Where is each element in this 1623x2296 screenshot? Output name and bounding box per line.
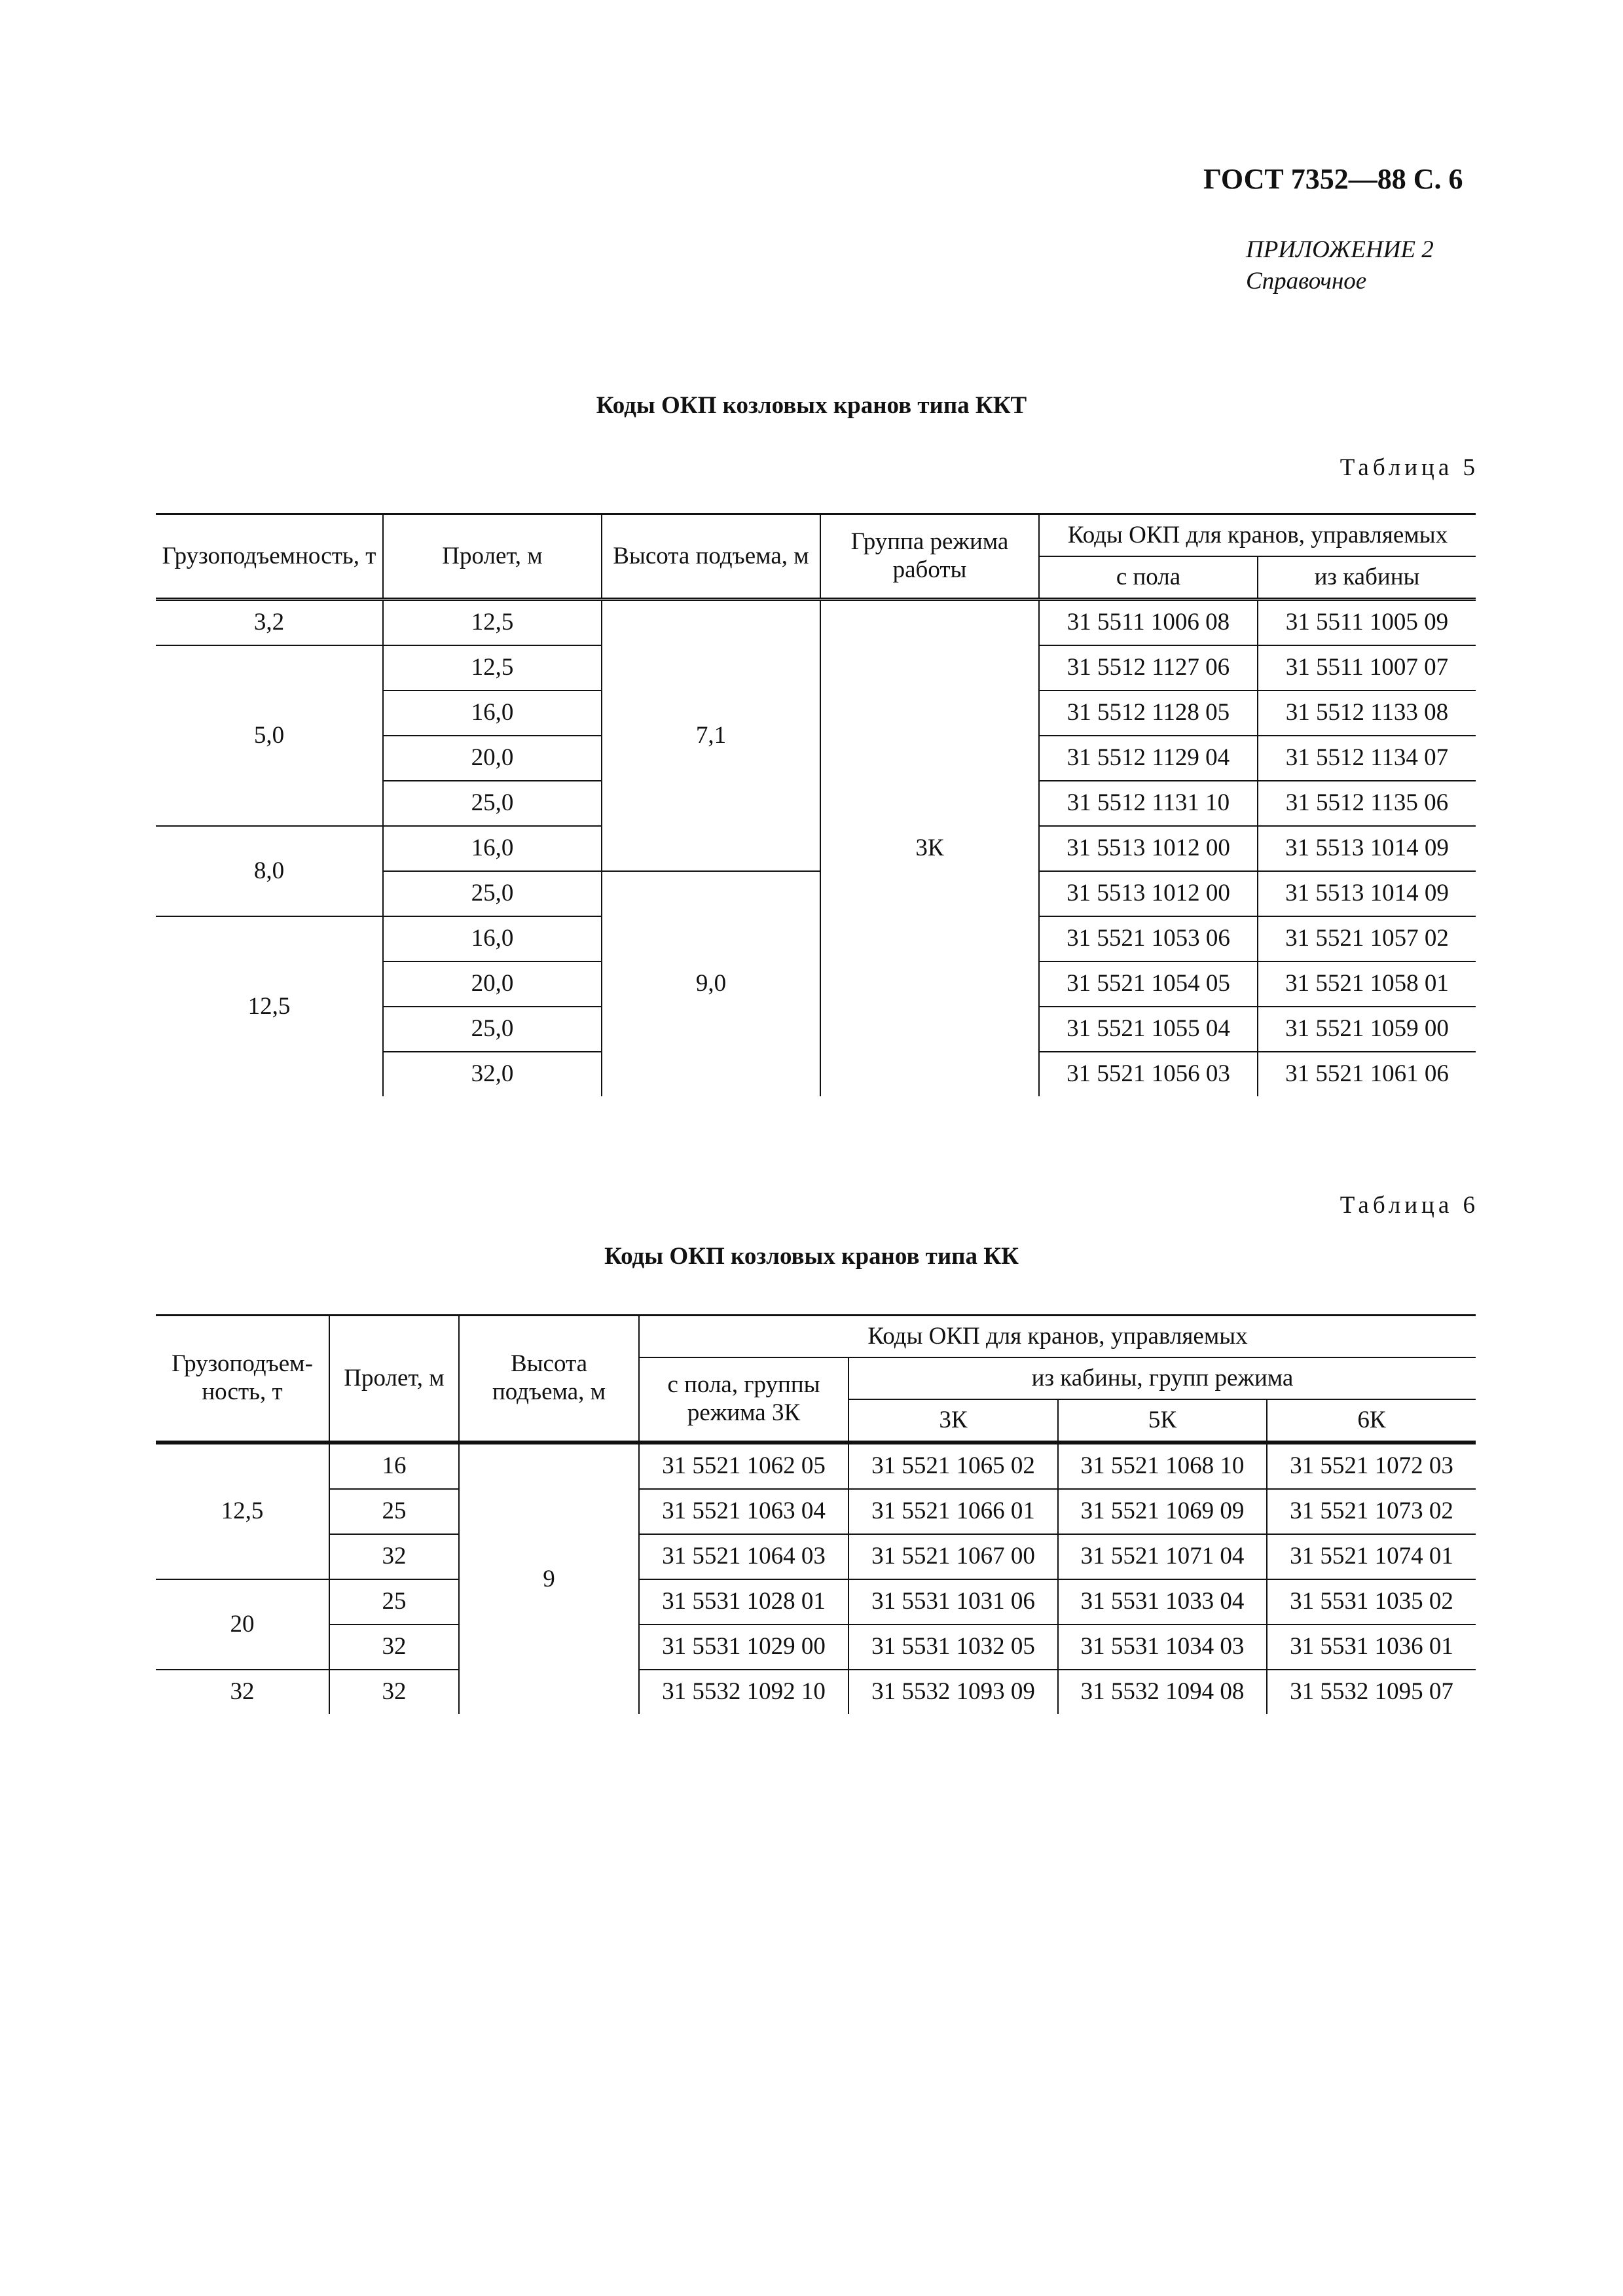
table6-title: Коды ОКП козловых кранов типа КК [604,1243,1019,1270]
table5 [156,513,1476,1096]
t6-code-3k: 31 5521 1066 01 [848,1489,1058,1534]
t5-span: 20,0 [383,961,602,1007]
t5-header-capacity: Грузоподъемность, т [156,514,383,600]
table6-label: Таблица 6 [1340,1192,1479,1219]
t5-span: 32,0 [383,1052,602,1096]
t6-span: 25 [329,1579,459,1624]
t5-capacity: 5,0 [156,645,383,826]
t6-floor-code: 31 5531 1028 01 [639,1579,848,1624]
t6-header-cabin: из кабины, групп режима [848,1357,1476,1399]
table-row [156,1534,1476,1579]
t5-span: 25,0 [383,871,602,916]
table-row [156,1670,1476,1714]
t5-floor-code: 31 5512 1131 10 [1039,781,1258,826]
t5-cabin-code: 31 5513 1014 09 [1258,871,1476,916]
t5-header-span: Пролет, м [383,514,602,600]
table5-label: Таблица 5 [1340,454,1479,481]
table-row [156,600,1476,646]
table6 [156,1314,1476,1714]
t6-code-6k: 31 5521 1074 01 [1267,1534,1476,1579]
t5-header-floor: с пола [1039,556,1258,600]
t5-group: 3К [820,600,1039,1097]
t6-floor-code: 31 5521 1063 04 [639,1489,848,1534]
table-row [156,1443,1476,1489]
t6-code-6k: 31 5532 1095 07 [1267,1670,1476,1714]
t5-span: 25,0 [383,781,602,826]
t6-code-6k: 31 5521 1072 03 [1267,1443,1476,1489]
t5-span: 20,0 [383,736,602,781]
t5-span: 16,0 [383,916,602,961]
t6-header-capacity: Грузоподъем-ность, т [156,1316,329,1443]
t6-code-6k: 31 5531 1036 01 [1267,1624,1476,1670]
t6-header-3k: 3К [848,1399,1058,1443]
document-code: ГОСТ 7352—88 С. 6 [1203,163,1463,195]
t6-capacity: 20 [156,1579,329,1670]
t5-span: 12,5 [383,645,602,691]
t5-floor-code: 31 5521 1056 03 [1039,1052,1258,1096]
t6-floor-code: 31 5531 1029 00 [639,1624,848,1670]
t5-floor-code: 31 5513 1012 00 [1039,871,1258,916]
appendix-note: Справочное [1246,268,1367,295]
t6-span: 32 [329,1624,459,1670]
t5-header-height: Высота подъема, м [602,514,820,600]
t6-code-6k: 31 5531 1035 02 [1267,1579,1476,1624]
t6-header-codes: Коды ОКП для кранов, управляемых [639,1316,1476,1358]
t6-floor-code: 31 5532 1092 10 [639,1670,848,1714]
t5-floor-code: 31 5521 1055 04 [1039,1007,1258,1052]
t5-floor-code: 31 5521 1053 06 [1039,916,1258,961]
t5-floor-code: 31 5513 1012 00 [1039,826,1258,871]
t5-cabin-code: 31 5512 1133 08 [1258,691,1476,736]
t6-header-span: Пролет, м [329,1316,459,1443]
t6-code-5k: 31 5521 1071 04 [1058,1534,1267,1579]
t5-cabin-code: 31 5521 1057 02 [1258,916,1476,961]
t6-header-5k: 5К [1058,1399,1267,1443]
t5-span: 16,0 [383,826,602,871]
t6-code-5k: 31 5531 1033 04 [1058,1579,1267,1624]
t5-height: 9,0 [602,871,820,1096]
t5-cabin-code: 31 5521 1059 00 [1258,1007,1476,1052]
t5-header-group: Группа режима работы [820,514,1039,600]
t6-header-6k: 6К [1267,1399,1476,1443]
t5-header-codes: Коды ОКП для кранов, управляемых [1039,514,1476,557]
t5-span: 12,5 [383,600,602,646]
t6-code-3k: 31 5521 1067 00 [848,1534,1058,1579]
t6-header-floor: с пола, группы режима 3К [639,1357,848,1443]
t6-header-height: Высота подъема, м [459,1316,639,1443]
t5-cabin-code: 31 5512 1134 07 [1258,736,1476,781]
table-row [156,1579,1476,1624]
t5-cabin-code: 31 5512 1135 06 [1258,781,1476,826]
t5-cabin-code: 31 5511 1005 09 [1258,600,1476,646]
t5-floor-code: 31 5512 1127 06 [1039,645,1258,691]
t6-span: 32 [329,1534,459,1579]
t5-floor-code: 31 5511 1006 08 [1039,600,1258,646]
t6-code-3k: 31 5531 1032 05 [848,1624,1058,1670]
t6-span: 25 [329,1489,459,1534]
t5-floor-code: 31 5512 1128 05 [1039,691,1258,736]
t6-span: 32 [329,1670,459,1714]
t5-cabin-code: 31 5513 1014 09 [1258,826,1476,871]
table-row [156,1489,1476,1534]
t5-cabin-code: 31 5521 1058 01 [1258,961,1476,1007]
t5-height: 7,1 [602,600,820,872]
t6-capacity: 12,5 [156,1443,329,1579]
t5-floor-code: 31 5512 1129 04 [1039,736,1258,781]
t5-span: 25,0 [383,1007,602,1052]
t5-capacity: 12,5 [247,992,291,1020]
t5-capacity: 3,2 [156,600,383,646]
t5-header-cabin: из кабины [1258,556,1476,600]
t6-code-3k: 31 5532 1093 09 [848,1670,1058,1714]
t5-floor-code: 31 5521 1054 05 [1039,961,1258,1007]
t6-floor-code: 31 5521 1062 05 [639,1443,848,1489]
t6-span: 16 [329,1443,459,1489]
t6-code-5k: 31 5531 1034 03 [1058,1624,1267,1670]
t6-floor-code: 31 5521 1064 03 [639,1534,848,1579]
t5-span: 16,0 [383,691,602,736]
table-row [156,1624,1476,1670]
appendix-label: ПРИЛОЖЕНИЕ 2 [1246,236,1434,263]
t6-code-3k: 31 5531 1031 06 [848,1579,1058,1624]
t6-code-5k: 31 5521 1069 09 [1058,1489,1267,1534]
t5-cabin-code: 31 5521 1061 06 [1258,1052,1476,1096]
t6-code-5k: 31 5532 1094 08 [1058,1670,1267,1714]
t5-capacity: 8,0 [156,826,383,916]
table5-title: Коды ОКП козловых кранов типа ККТ [596,392,1027,419]
t6-code-5k: 31 5521 1068 10 [1058,1443,1267,1489]
t6-code-6k: 31 5521 1073 02 [1267,1489,1476,1534]
t6-height: 9 [459,1443,639,1714]
t6-code-3k: 31 5521 1065 02 [848,1443,1058,1489]
t6-capacity: 32 [230,1678,255,1706]
t5-cabin-code: 31 5511 1007 07 [1258,645,1476,691]
